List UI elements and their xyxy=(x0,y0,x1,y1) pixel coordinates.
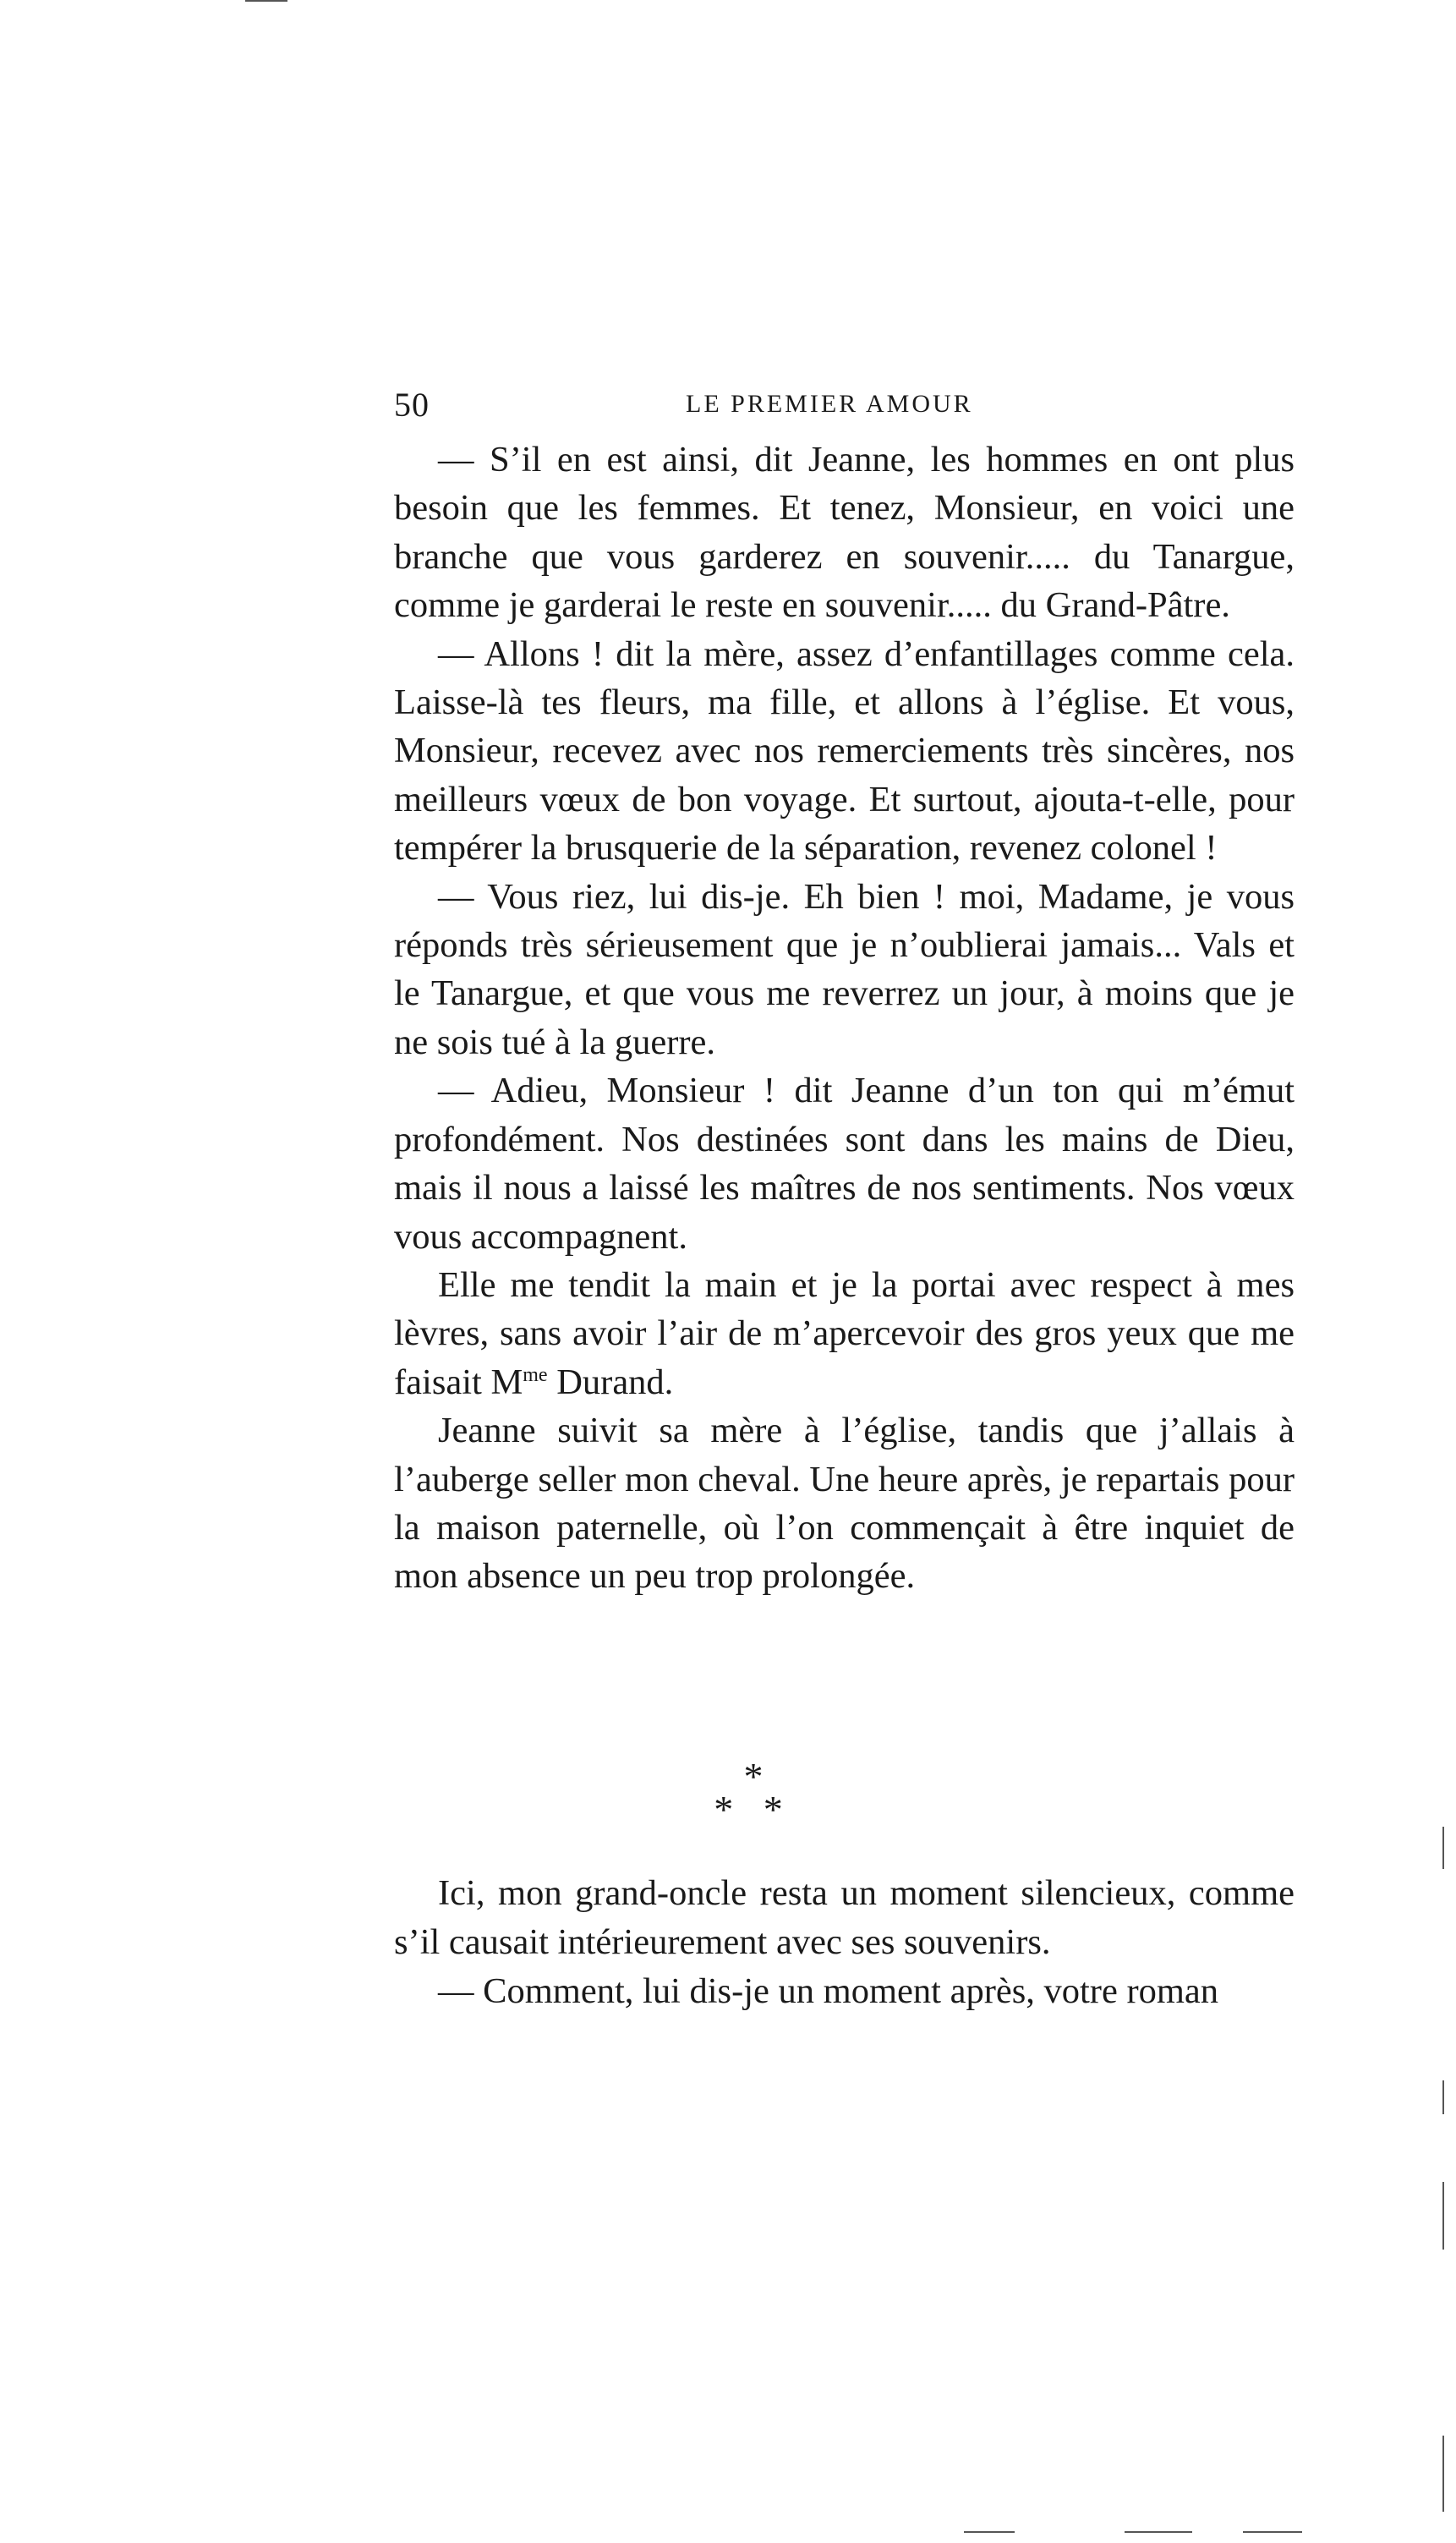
paragraph: — Adieu, Monsieur ! dit Jeanne d’un ton qui m’émut profondément. Nos destinées sont dans les mains de Dieu, mais il nous a laissé les maîtres de nos sentiments. Nos vœux vous accompagnent. xyxy=(394,1071,1295,1257)
page-number: 50 xyxy=(394,386,430,424)
asterism-bottom: * * xyxy=(714,1788,793,1831)
section-break-asterism xyxy=(0,1742,1456,1835)
main-text-continued xyxy=(394,1869,1295,2016)
scan-edge-mark xyxy=(1442,1827,1444,1869)
scan-edge-mark xyxy=(1442,2080,1444,2114)
main-text xyxy=(394,436,1295,1601)
scan-edge-mark xyxy=(1442,2436,1444,2512)
superscript: me xyxy=(523,1363,548,1386)
scan-edge-mark xyxy=(245,0,287,2)
paragraph-text: Elle me tendit la main et je la portai avec respect à mes lèvres, sans avoir l’air de m’apercevoir des gros yeux que me faisait M xyxy=(394,1264,1295,1402)
running-head: LE PREMIER AMOUR xyxy=(686,390,973,418)
paragraph: — Allons ! dit la mère, assez d’enfantillages comme cela. Laisse-là tes fleurs, ma fille, et allons à l’église. Et vous, Monsieur, recevez avec nos remerciements très sincères, nos meilleurs vœux de bon voyage. Et surtout, ajouta-t-elle, pour tempérer la brusquerie de la séparation, revenez colonel ! xyxy=(394,633,1295,869)
paragraph-text: Durand. xyxy=(547,1362,674,1402)
paragraph: — Vous riez, lui dis-je. Eh bien ! moi, Madame, je vous réponds très sérieusement que je n’oublierai jamais... Vals et le Tanargue, et que vous me reverrez un jour, à moins que je ne sois tué à la guerre. xyxy=(394,876,1295,1062)
paragraph: — S’il en est ainsi, dit Jeanne, les hommes en ont plus besoin que les femmes. Et tenez, Monsieur, en voici une branche que vous garderez en souvenir..... du Tanargue, comme je garderai le reste en souvenir..... du Grand-Pâtre. xyxy=(394,440,1295,626)
scan-edge-mark xyxy=(1243,2531,1302,2533)
scan-edge-mark xyxy=(964,2531,1015,2533)
scan-edge-mark xyxy=(1125,2531,1192,2533)
paragraph xyxy=(394,1261,1295,1406)
paragraph: — Comment, lui dis-je un moment après, votre roman xyxy=(438,1971,1219,2011)
paragraph: Ici, mon grand-oncle resta un moment silencieux, comme s’il causait intérieurement avec ses souvenirs. xyxy=(394,1873,1295,1962)
scan-edge-mark xyxy=(1442,2182,1444,2250)
paragraph: Jeanne suivit sa mère à l’église, tandis que j’allais à l’auberge seller mon cheval. Une heure après, je repartais pour la maison paternelle, où l’on commençait à être inquiet de mon absence un peu trop prolongée. xyxy=(394,1411,1295,1597)
page-header xyxy=(394,385,1295,436)
asterism-top: * xyxy=(743,1755,764,1798)
